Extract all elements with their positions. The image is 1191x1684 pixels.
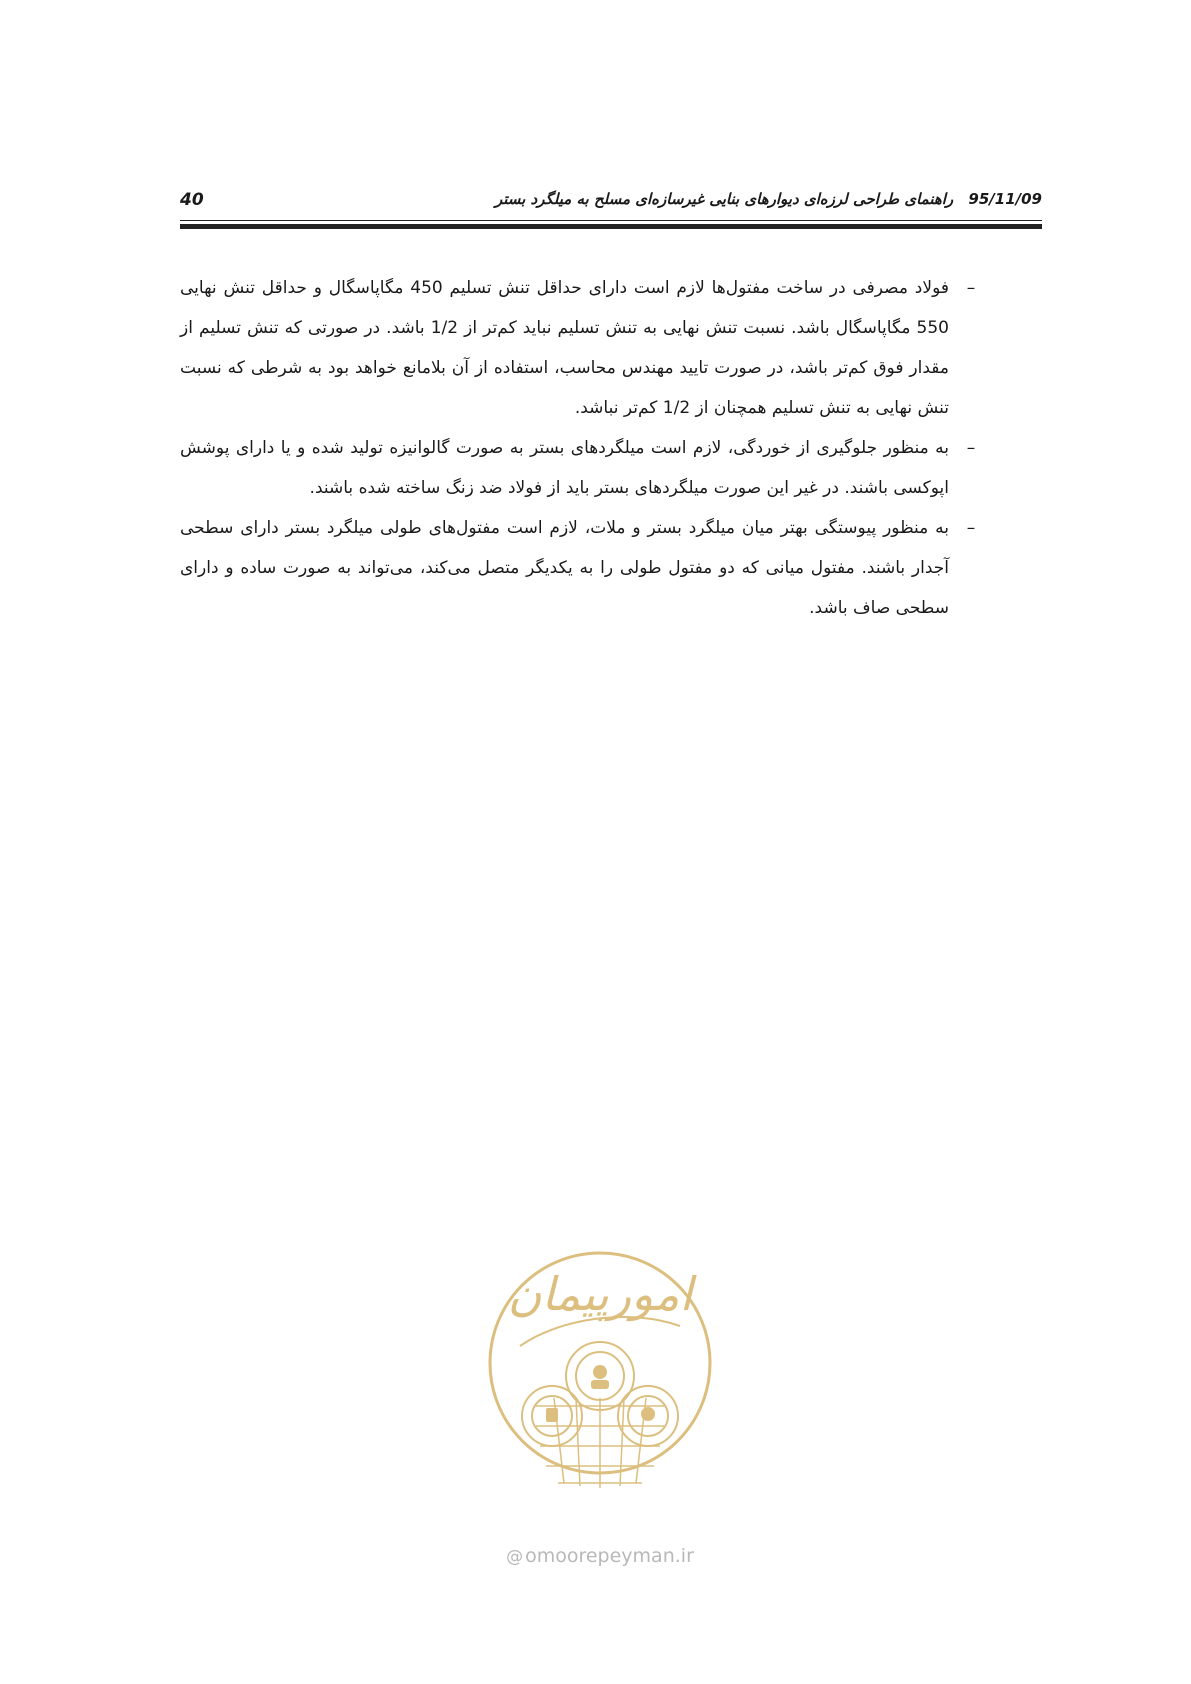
header-rule-thin (180, 220, 1042, 221)
bullet-item (180, 268, 980, 428)
bullet-text: فولاد مصرفی در ساخت مفتول‌ها لازم است دارای حداقل تنش تسلیم 450 مگاپاسگال و حداقل تنش نهایی 550 مگاپاسگال باشد. نسبت تنش نهایی به تنش تسلیم نباید کم‌تر از 1/2 باشد. در صورتی که تنش تسلیم از مقدار فوق کم‌تر باشد، در صورت تایید مهندس محاسب، استفاده از آن بلامانع خواهد بود به شرطی که نسبت تنش نهایی به تنش تسلیم همچنان از 1/2 کم‌تر نباشد. (180, 278, 949, 418)
header-date: 95/11/09 (968, 190, 1042, 208)
watermark-url: omoorepeyman.ir (525, 1545, 694, 1567)
watermark-logo-graphic (480, 1238, 720, 1538)
body-content (180, 268, 980, 628)
page-number: 40 (180, 190, 204, 210)
bullet-item (180, 508, 980, 628)
watermark-site (480, 1545, 720, 1567)
bullet-text: به منظور پیوستگی بهتر میان میلگرد بستر و ملات، لازم است مفتول‌های طولی میلگرد بستر دارای سطحی آجدار باشند. مفتول میانی که دو مفتول طولی را به یکدیگر متصل می‌کند، می‌تواند به صورت ساده و دارای سطحی صاف باشد. (180, 518, 949, 618)
bullet-item (180, 428, 980, 508)
bullet-marker: – (966, 518, 976, 538)
header-rule-thick (180, 224, 1042, 229)
page-header (180, 190, 1042, 222)
header-title: راهنمای طراحی لرزه‌ای دیوارهای بنایی غیرسازه‌ای مسلح به میلگرد بستر (494, 190, 954, 208)
watermark-logo-text: امورپیمان (507, 1267, 693, 1321)
watermark-at-icon: @ (506, 1547, 524, 1567)
bullet-marker: – (966, 438, 976, 458)
bullet-marker: – (966, 278, 976, 298)
running-header (495, 190, 1042, 208)
watermark-logo (480, 1238, 720, 1538)
bullet-text: به منظور جلوگیری از خوردگی، لازم است میلگردهای بستر به صورت گالوانیزه تولید شده و یا دارای پوشش اپوکسی باشند. در غیر این صورت میلگردهای بستر باید از فولاد ضد زنگ ساخته شده باشند. (180, 438, 949, 498)
